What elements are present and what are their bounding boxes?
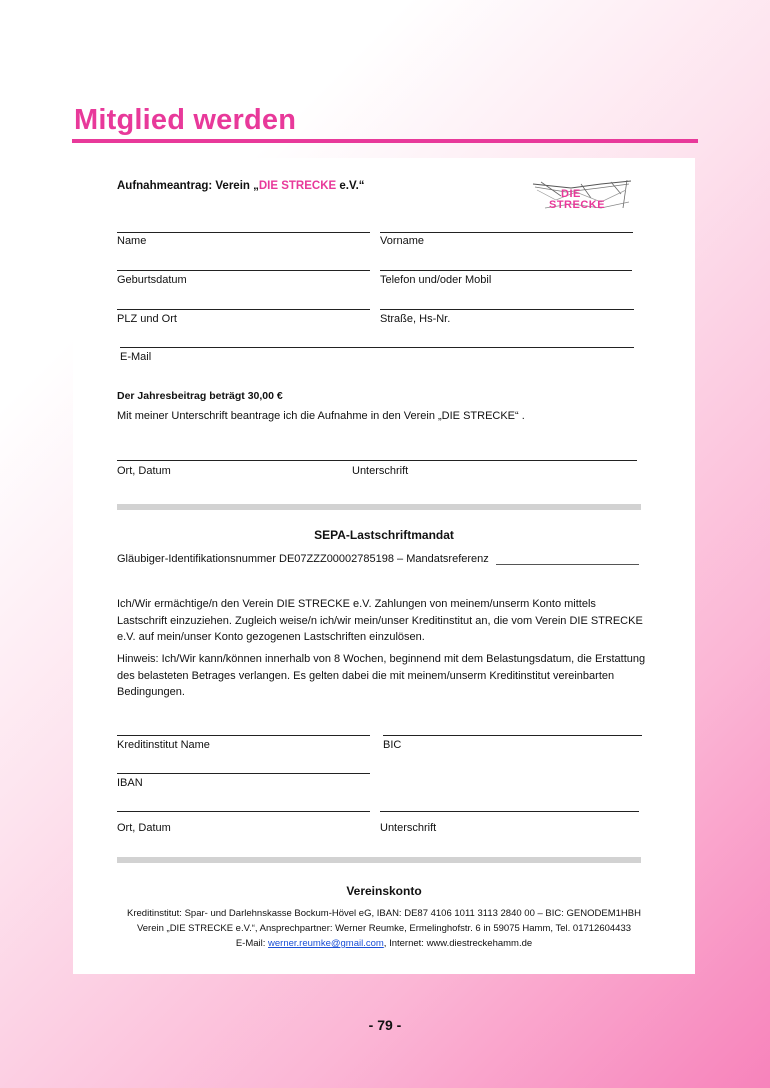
- internet-text: , Internet: www.diestreckehamm.de: [383, 938, 533, 949]
- contact-line: Verein „DIE STRECKE e.V.“, Ansprechpartner: Werner Reumke, Ermelinghofstr. 6 in 59075 Hamm, Tel. 01712604433: [136, 923, 632, 934]
- email-field-line[interactable]: [120, 347, 634, 348]
- geburtsdatum-label: Geburtsdatum: [117, 274, 187, 286]
- creditor-id-line: Gläubiger-Identifikationsnummer DE07ZZZ00002785198 – Mandatsreferenz: [117, 553, 489, 565]
- page-heading: Mitglied werden: [74, 104, 297, 136]
- logo-line-strecke: STRECKE: [549, 199, 606, 211]
- name-label: Name: [117, 235, 147, 247]
- email-link[interactable]: werner.reumke@gmail.com: [268, 938, 384, 949]
- bic-field-line[interactable]: [383, 735, 642, 736]
- sepa-authorization-text: Ich/Wir ermächtige/n den Verein DIE STRECKE e.V. Zahlungen von meinem/unserm Konto mittels Lastschrift einzuziehen. Zugleich weise/n ich/wir mein/unser Kreditinstitut an, die vom Verein DIE STRECKE e.V. auf mein/unser Konto gezogenen Lastschriften einzulösen.: [117, 598, 643, 643]
- vereinskonto-title: Vereinskonto: [346, 884, 422, 898]
- kreditinstitut-field-line[interactable]: [117, 735, 370, 736]
- heading-underline: [72, 139, 698, 143]
- strasse-label: Straße, Hs-Nr.: [380, 313, 451, 325]
- vorname-label: Vorname: [380, 235, 425, 247]
- plz-ort-field-line[interactable]: [117, 309, 370, 310]
- bank-details-line: Kreditinstitut: Spar- und Darlehnskasse Bockum-Hövel eG, IBAN: DE87 4106 1011 3113 2840 00 – BIC: GENODEM1HBH: [127, 908, 641, 919]
- email-label: E-Mail: [120, 351, 152, 363]
- sepa-unterschrift-field-line[interactable]: [380, 811, 639, 812]
- iban-label: IBAN: [117, 777, 143, 789]
- telefon-label: Telefon und/oder Mobil: [380, 274, 492, 286]
- kreditinstitut-label: Kreditinstitut Name: [117, 739, 210, 751]
- logo-line-die: DIE: [561, 188, 581, 200]
- email-prefix: E-Mail:: [235, 938, 269, 949]
- sepa-ort-datum-label: Ort, Datum: [117, 822, 171, 834]
- membership-declaration: Mit meiner Unterschrift beantrage ich die Aufnahme in den Verein „DIE STRECKE“ .: [117, 410, 525, 422]
- form-title: [117, 180, 365, 192]
- iban-field-line[interactable]: [117, 773, 370, 774]
- section-divider-band: [117, 504, 641, 510]
- unterschrift-label: Unterschrift: [352, 465, 409, 477]
- vorname-field-line[interactable]: [380, 232, 633, 233]
- mandatsreferenz-field-line[interactable]: [496, 564, 639, 565]
- sepa-notice-text: Hinweis: Ich/Wir kann/können innerhalb von 8 Wochen, beginnend mit dem Belastungsdatum, die Erstattung des belasteten Betrages verlangen. Es gelten dabei die mit meinem/unserm Kreditinstitut vereinbarten Bedingungen.: [117, 653, 646, 698]
- section-divider-band-2: [117, 857, 641, 863]
- name-field-line[interactable]: [117, 232, 370, 233]
- sepa-title: SEPA-Lastschriftmandat: [314, 528, 454, 542]
- page-number: - 79 -: [368, 1017, 402, 1033]
- die-strecke-logo: [531, 178, 635, 212]
- form-title-prefix: Aufnahmeantrag: Verein „: [117, 180, 259, 192]
- membership-form-card: [73, 158, 695, 974]
- sepa-ort-datum-field-line[interactable]: [117, 811, 370, 812]
- bic-label: BIC: [383, 739, 402, 751]
- sepa-unterschrift-label: Unterschrift: [380, 822, 437, 834]
- signature-field-line[interactable]: [117, 460, 637, 461]
- email-internet-line: [73, 938, 695, 949]
- geburtsdatum-field-line[interactable]: [117, 270, 370, 271]
- form-title-club-name: DIE STRECKE: [258, 180, 337, 192]
- form-title-suffix: e.V.“: [336, 180, 365, 192]
- telefon-field-line[interactable]: [380, 270, 632, 271]
- ort-datum-label: Ort, Datum: [117, 465, 171, 477]
- plz-ort-label: PLZ und Ort: [117, 313, 177, 325]
- strasse-field-line[interactable]: [380, 309, 634, 310]
- annual-fee-text: Der Jahresbeitrag beträgt 30,00 €: [117, 390, 283, 402]
